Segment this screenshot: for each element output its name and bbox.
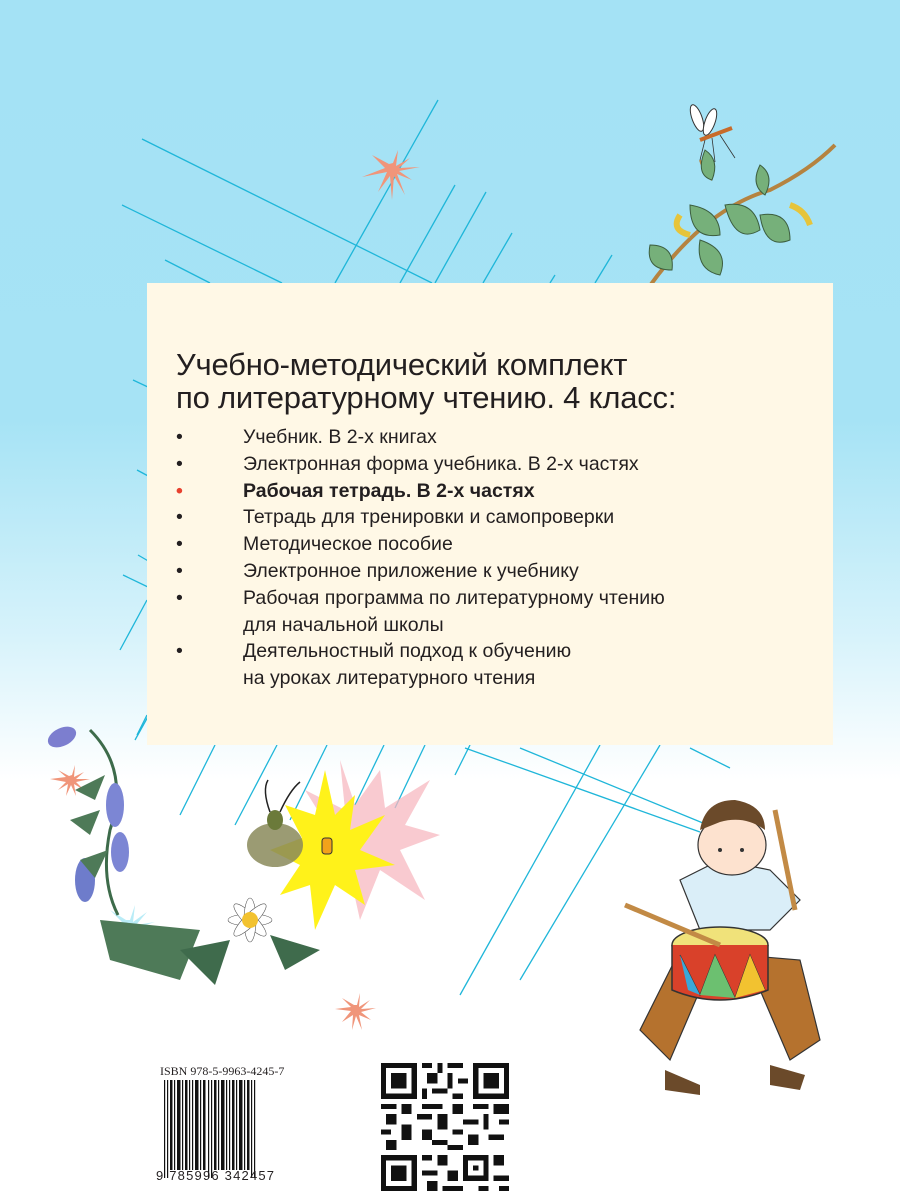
bullet-icon: • [176, 426, 183, 448]
bullet-icon: • [176, 533, 183, 556]
bellflower-illustration [45, 723, 129, 915]
list-item-text: Тетрадь для тренировки и самопроверки [243, 506, 615, 529]
list-item [176, 424, 665, 451]
bullet-icon: • [176, 640, 183, 663]
qr-code-icon[interactable] [381, 1063, 509, 1191]
list-item-text: Учебник. В 2-х книгах [243, 426, 437, 448]
barcode-digit-group2: 342457 [224, 1168, 276, 1183]
list-item-text-continued: на уроках литературного чтения [243, 667, 536, 690]
panel-title-line1: Учебно-методический комплект [176, 347, 628, 382]
panel-title [176, 348, 676, 414]
barcode-digit-group1: 785996 [169, 1168, 220, 1183]
list-item-text: Деятельностный подход к обучению [243, 640, 572, 663]
linden-branch-illustration [640, 103, 835, 300]
kit-list [176, 424, 665, 692]
isbn-label: ISBN 978-5-9963-4245-7 [160, 1064, 285, 1078]
list-item [176, 504, 665, 531]
boy-drummer-illustration [625, 800, 820, 1095]
list-item-highlighted [176, 478, 665, 505]
list-item-text: Методическое пособие [243, 533, 453, 556]
list-item-text-continued: для начальной школы [243, 613, 444, 636]
bullet-icon: • [176, 452, 183, 475]
list-item [176, 638, 665, 692]
list-item-text: Рабочая программа по литературному чтению [243, 586, 665, 609]
bullet-icon: • [176, 559, 183, 582]
barcode-digits [156, 1168, 275, 1183]
list-item [176, 585, 665, 639]
bullet-icon: • [176, 586, 183, 609]
list-item [176, 531, 665, 558]
panel-title-line2: по литературному чтению. 4 класс: [176, 380, 677, 415]
list-item-text: Электронная форма учебника. В 2-х частях [243, 452, 639, 475]
list-item [176, 558, 665, 585]
barcode-icon [158, 1063, 266, 1185]
barcode-digit-first: 9 [156, 1168, 165, 1183]
list-item [176, 451, 665, 478]
list-item-text: Рабочая тетрадь. В 2-х частях [243, 479, 535, 502]
bullet-icon: • [176, 506, 183, 529]
list-item-text: Электронное приложение к учебнику [243, 559, 579, 582]
bullet-icon: • [176, 479, 183, 502]
